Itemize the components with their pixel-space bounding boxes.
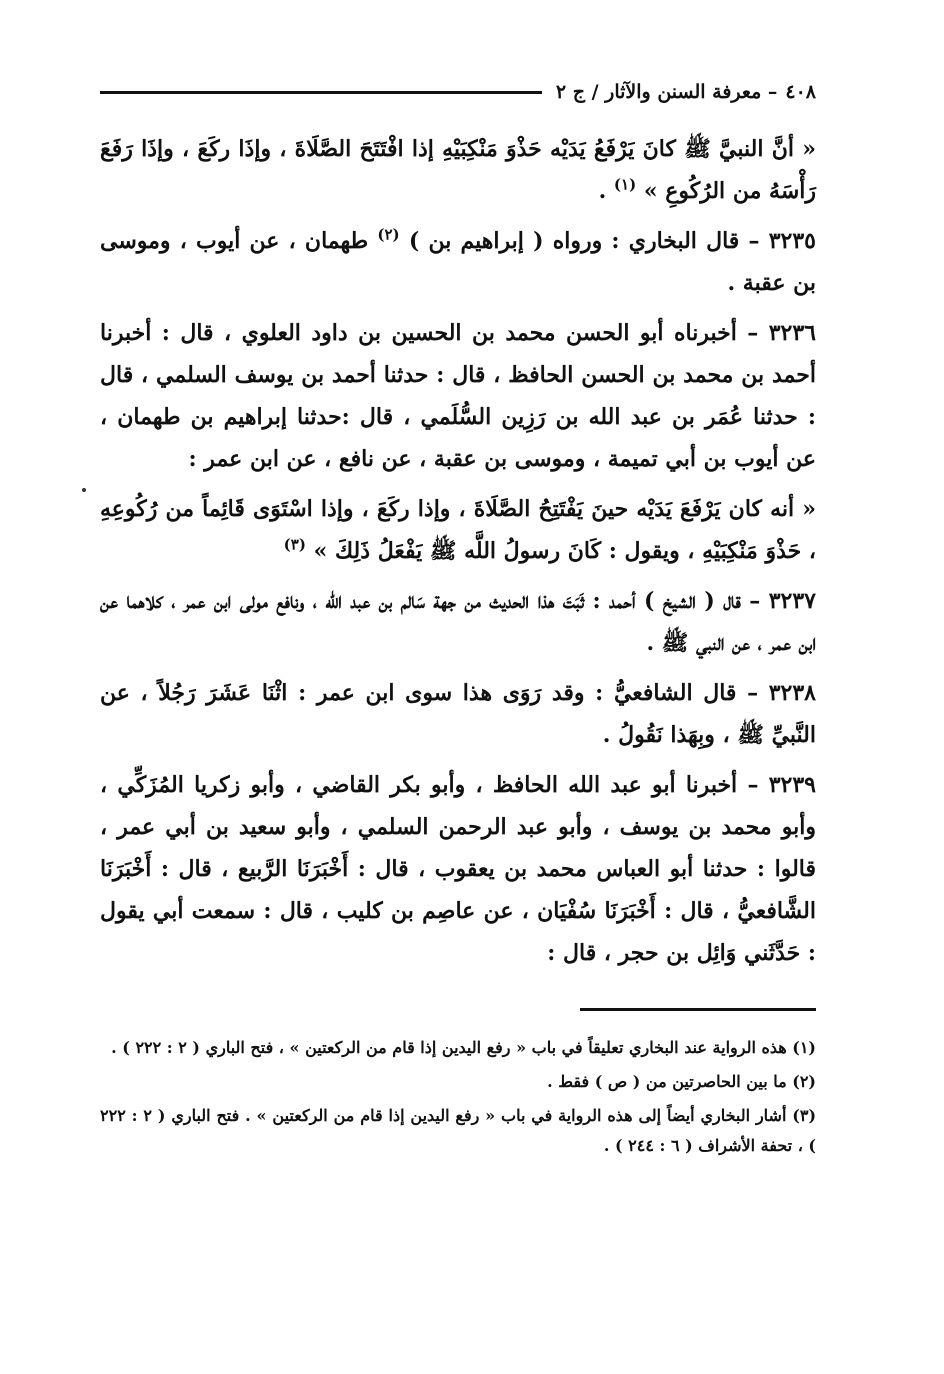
paragraph-text: ٣٢٣٩ – أخبرنا أبو عبد الله الحافظ ، وأبو بكر القاضي ، وأبو زكريا المُزَكِّي ، وأبو محمد بن يوسف ، وأبو عبد الرحمن السلمي ، وأبو سعيد بن أبي عمر ، قالوا : حدثنا أبو العباس محمد بن يعقوب ، قال : أَخْبَرَنَا الرَّبيع ، قال : أَخْبَرَنَا الشَّافعيُّ ، قال : أَخْبَرَنَا سُفْيَان ، عن عاصِم بن كليب ، قال : سمعت أبي يقول : حَدَّثَني وَائِل بن حجر ، قال :	[100, 772, 816, 966]
paragraph-tail: طهمان ، عن أيوب ، وموسى بن عقبة .	[100, 228, 816, 296]
footnote-1: (١) هذه الرواية عند البخاري تعليقاً في باب « رفع اليدين إذا قام من الركعتين » ، فتح الباري ( ٢ : ٢٢٢ ) .	[111, 1038, 816, 1057]
paragraph-3238	[100, 672, 816, 756]
margin-dot	[82, 488, 86, 492]
paragraph-text: ٣٢٣٦ – أخبرناه أبو الحسن محمد بن الحسين بن داود العلوي ، قال : أخبرنا أحمد بن محمد بن الحسن الحافظ ، قال : حدثنا أحمد بن يوسف السلمي ، قال : حدثنا عُمَر بن عبد الله بن رَزِين السُّلَمي ، قال :حدثنا إبراهيم بن طهمان ، عن أيوب بن أبي تميمة ، وموسى بن عقبة ، عن نافع ، عن ابن عمر :	[100, 320, 816, 472]
body-text	[100, 128, 816, 974]
footnote-ref-1: (١)	[613, 175, 637, 194]
document-page	[100, 78, 816, 1165]
footnote-separator	[580, 1008, 816, 1011]
footnote-ref-3: (٣)	[283, 535, 306, 554]
footnote-2: (٢) ما بين الحاصرتين من ( ص ) فقط .	[547, 1072, 816, 1091]
page-number: ٤٠٨	[785, 81, 816, 103]
paragraph-hadith-quote-1	[100, 128, 816, 212]
footnote-ref-2: (٢)	[377, 225, 400, 244]
paragraph-text: ٣٢٣٥ – قال البخاري : ورواه ( إبراهيم بن )	[408, 228, 816, 254]
paragraph-tail: .	[598, 178, 614, 204]
paragraph-3236	[100, 312, 816, 480]
running-title: – معرفة السنن والآثار / ج ٢	[555, 81, 778, 103]
paragraph-3237	[100, 580, 816, 664]
paragraph-3235	[100, 220, 816, 304]
paragraph-hadith-quote-2	[100, 488, 816, 572]
footnote-3: (٣) أشار البخاري أيضاً إلى هذه الرواية في باب « رفع اليدين إذا قام من الركعتين » . فتح الباري ( ٢ : ٢٢٢ ) ، تحفة الأشراف ( ٦ : ٢٤٤ ) .	[100, 1106, 817, 1155]
paragraph-text: « أنه كان يَرْفَعَ يَدَيْه حينَ يَفْتَتِحُ الصَّلَاةَ ، وإذا ركَعَ ، وإذا اسْتَوَى قَائِماً من رُكُوعِهِ ، حَذْوَ مَنْكِبَيْهِ ، ويقول : كَانَ رسولُ اللَّه ﷺ يَفْعَلُ ذَلِكَ »	[100, 496, 816, 564]
paragraph-3239	[100, 764, 816, 974]
header-rule	[100, 91, 542, 94]
footnotes	[100, 1033, 816, 1161]
paragraph-text: ٣٢٣٨ – قال الشافعيُّ : وقد رَوَى هذا سوى ابن عمر : اثْنَا عَشَرَ رَجُلاً ، عن النَّبيِّ ﷺ ، وبِهَذا نَقُولُ .	[100, 680, 816, 748]
paragraph-text: ٣٢٣٧ – قال ( الشيخ ) أحمد : ثَبَتَ هذا الحديث من جهة سَالم بن عبد الله ، ونافع مولى ابن عمر ، كلاهما عن ابن عمر ، عن النبي ﷺ .	[100, 588, 816, 656]
running-header	[100, 78, 816, 106]
paragraph-text: « أنَّ النبيَّ ﷺ كانَ يَرْفَعُ يَدَيْه حَذْوَ مَنْكِبَيْهِ إذا افْتَتَحَ الصَّلَاةَ ، وإذَا ركَعَ ، وإذَا رَفَعَ رَأْسَهُ من الرُكُوعِ »	[100, 136, 816, 204]
